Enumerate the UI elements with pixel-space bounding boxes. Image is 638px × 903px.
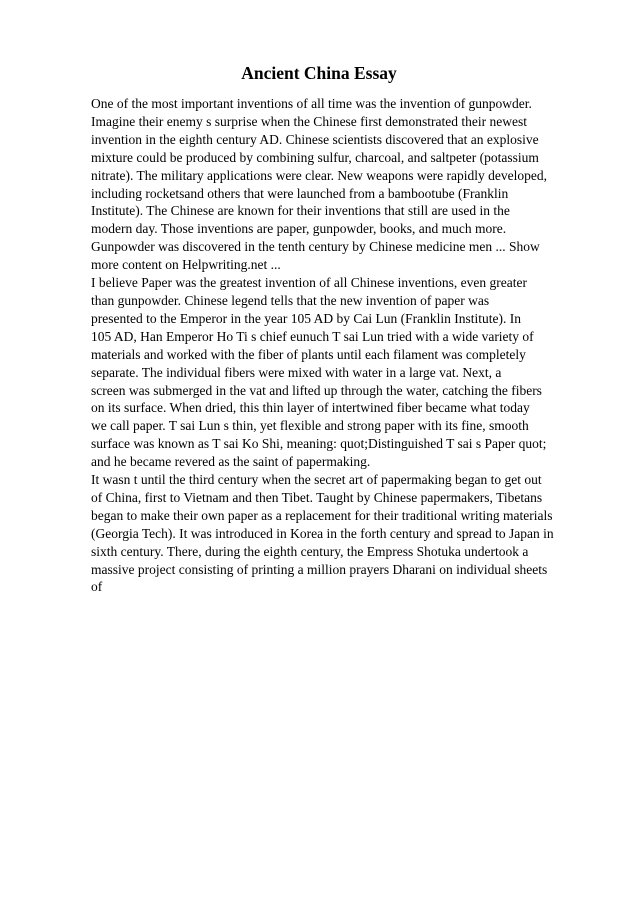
essay-line: screen was submerged in the vat and lifted up through the water, catching the fibers <box>91 382 542 398</box>
essay-line: sixth century. There, during the eighth century, the Empress Shotuka undertook a <box>91 543 529 559</box>
essay-line: more content on Helpwriting.net ... <box>91 257 281 273</box>
essay-line: One of the most important inventions of all time was the invention of gunpowder. <box>91 96 532 111</box>
essay-line: of China, first to Vietnam and then Tibet. Taught by Chinese papermakers, Tibetans <box>91 489 543 505</box>
essay-line: Gunpowder was discovered in the tenth century by Chinese medicine men ... Show <box>91 239 540 255</box>
essay-line: 105 AD, Han Emperor Ho Ti s chief eunuch T sai Lun tried with a wide variety of <box>91 328 534 344</box>
essay-line: we call paper. T sai Lun s thin, yet flexible and strong paper with its fine, smooth <box>91 418 529 434</box>
essay-line: of <box>91 579 103 595</box>
essay-line: It wasn t until the third century when the secret art of papermaking began to get out <box>91 472 542 488</box>
essay-line: (Georgia Tech). It was introduced in Korea in the forth century and spread to Japan in <box>91 525 554 541</box>
document-title: Ancient China Essay <box>241 63 397 83</box>
essay-line: and he became revered as the saint of papermaking. <box>91 454 371 470</box>
essay-line: invention in the eighth century AD. Chinese scientists discovered that an explosive <box>91 131 539 147</box>
essay-line: began to make their own paper as a replacement for their traditional writing materials <box>91 507 553 523</box>
essay-line: presented to the Emperor in the year 105 AD by Cai Lun (Franklin Institute). In <box>91 310 522 326</box>
essay-body <box>91 95 571 596</box>
essay-line: surface was known as T sai Ko Shi, meaning: quot;Distinguished T sai s Paper quot; <box>91 436 547 452</box>
essay-line: separate. The individual fibers were mixed with water in a large vat. Next, a <box>91 364 502 380</box>
essay-line: massive project consisting of printing a million prayers Dharani on individual sheets <box>91 561 548 577</box>
essay-line: nitrate). The military applications were clear. New weapons were rapidly developed, <box>91 167 547 183</box>
essay-line: mixture could be produced by combining sulfur, charcoal, and saltpeter (potassium <box>91 149 539 165</box>
essay-line: including rocketsand others that were launched from a bambootube (Franklin <box>91 185 509 201</box>
essay-line: I believe Paper was the greatest invention of all Chinese inventions, even greater <box>91 275 527 291</box>
essay-line: materials and worked with the fiber of plants until each filament was completely <box>91 346 526 362</box>
essay-line: than gunpowder. Chinese legend tells that the new invention of paper was <box>91 292 490 308</box>
essay-line: Institute). The Chinese are known for their inventions that still are used in the <box>91 203 510 219</box>
essay-line: on its surface. When dried, this thin layer of intertwined fiber became what today <box>91 400 530 416</box>
essay-line: Imagine their enemy s surprise when the Chinese first demonstrated their newest <box>91 113 528 129</box>
essay-line: modern day. Those inventions are paper, gunpowder, books, and much more. <box>91 221 507 237</box>
